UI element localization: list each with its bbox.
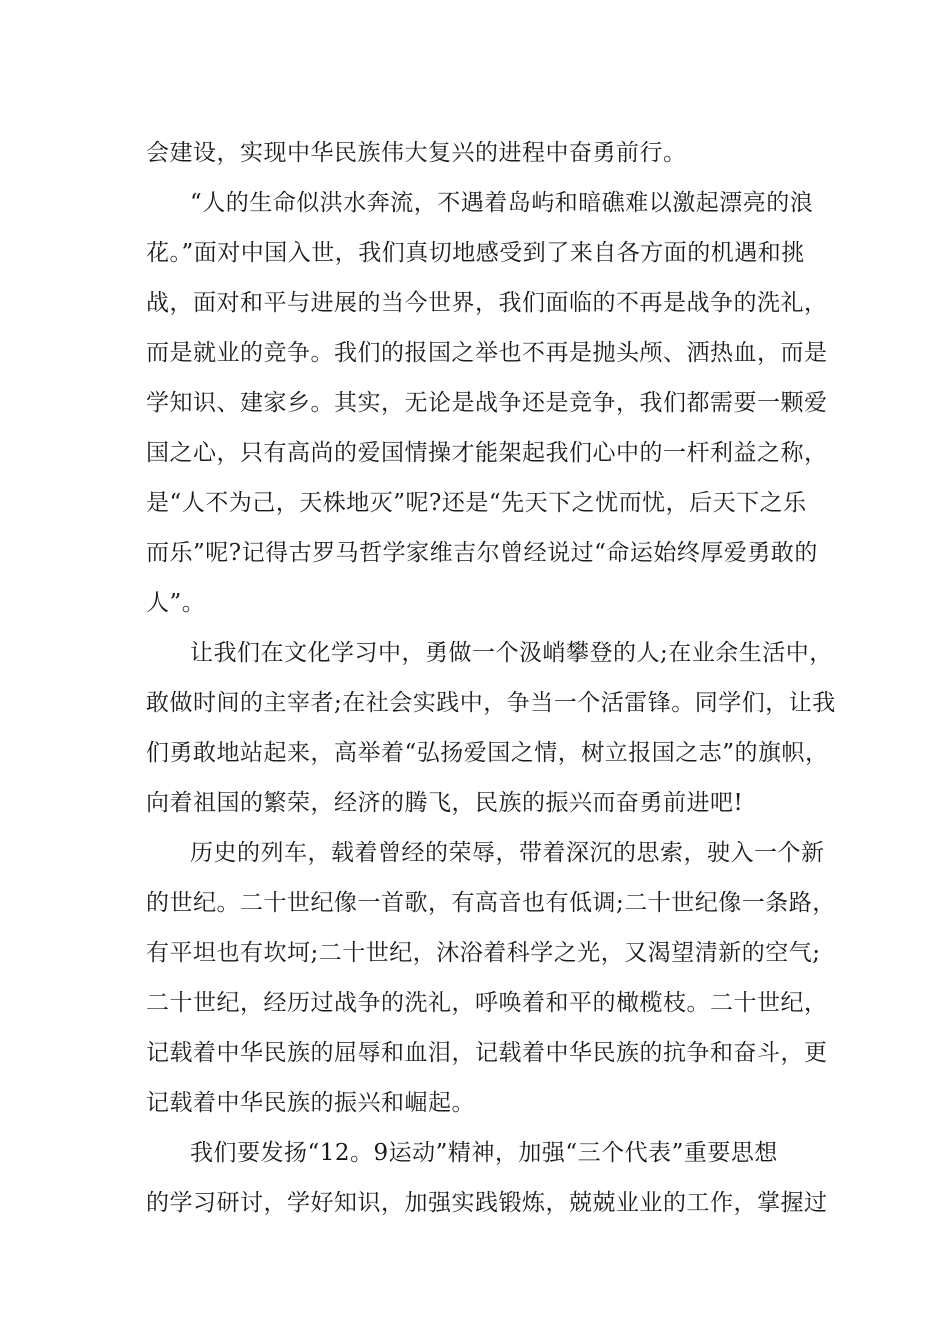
text-line: 向着祖国的繁荣，经济的腾飞，民族的振兴而奋勇前进吧! (146, 790, 744, 816)
text-line: 们勇敢地站起来，高举着“弘扬爱国之情，树立报国之志”的旗帜， (146, 740, 829, 766)
text-line: 的世纪。二十世纪像一首歌，有高音也有低调;二十世纪像一条路， (146, 890, 836, 916)
text-line: 历史的列车，载着曾经的荣辱，带着深沉的思索，驶入一个新 (190, 840, 825, 866)
text-line: 有平坦也有坎坷;二十世纪，沐浴着科学之光，又渴望清新的空气; (146, 940, 821, 966)
text-line: 我们要发扬“12。9运动”精神，加强“三个代表”重要思想 (190, 1140, 778, 1166)
text-line: “人的生命似洪水奔流，不遇着岛屿和暗礁难以激起漂亮的浪 (190, 190, 814, 216)
body-text (146, 128, 836, 1228)
text-line: 会建设，实现中华民族伟大复兴的进程中奋勇前行。 (146, 140, 687, 166)
paragraph (146, 828, 836, 1128)
paragraph (146, 628, 836, 828)
text-line: 国之心，只有高尚的爱国情操才能架起我们心中的一杆利益之称， (146, 440, 828, 466)
text-line: 学知识、建家乡。其实，无论是战争还是竞争，我们都需要一颗爱 (146, 390, 828, 416)
text-line: 让我们在文化学习中，勇做一个汲峭攀登的人;在业余生活中， (190, 640, 833, 666)
text-line: 的学习研讨，学好知识，加强实践锻炼，兢兢业业的工作，掌握过 (146, 1190, 828, 1216)
text-line: 花。”面对中国入世，我们真切地感受到了来自各方面的机遇和挑 (146, 240, 805, 266)
paragraph (146, 1128, 826, 1228)
text-line: 人”。 (146, 590, 206, 616)
text-line: 而乐”呢?记得古罗马哲学家维吉尔曾经说过“命运始终厚爱勇敢的 (146, 540, 818, 566)
text-line: 记载着中华民族的屈辱和血泪，记载着中华民族的抗争和奋斗，更 (146, 1040, 828, 1066)
text-line: 是“人不为己，天株地灭”呢?还是“先天下之忧而忧，后天下之乐 (146, 490, 807, 516)
text-line: 敢做时间的主宰者;在社会实践中，争当一个活雷锋。同学们，让我 (146, 690, 836, 716)
paragraph (146, 178, 826, 628)
text-line: 而是就业的竞争。我们的报国之举也不再是抛头颅、洒热血，而是 (146, 340, 828, 366)
paragraph (146, 128, 826, 178)
text-line: 记载着中华民族的振兴和崛起。 (146, 1090, 475, 1116)
text-line: 战，面对和平与进展的当今世界，我们面临的不再是战争的洗礼， (146, 290, 828, 316)
text-line: 二十世纪，经历过战争的洗礼，呼唤着和平的橄榄枝。二十世纪， (146, 990, 828, 1016)
